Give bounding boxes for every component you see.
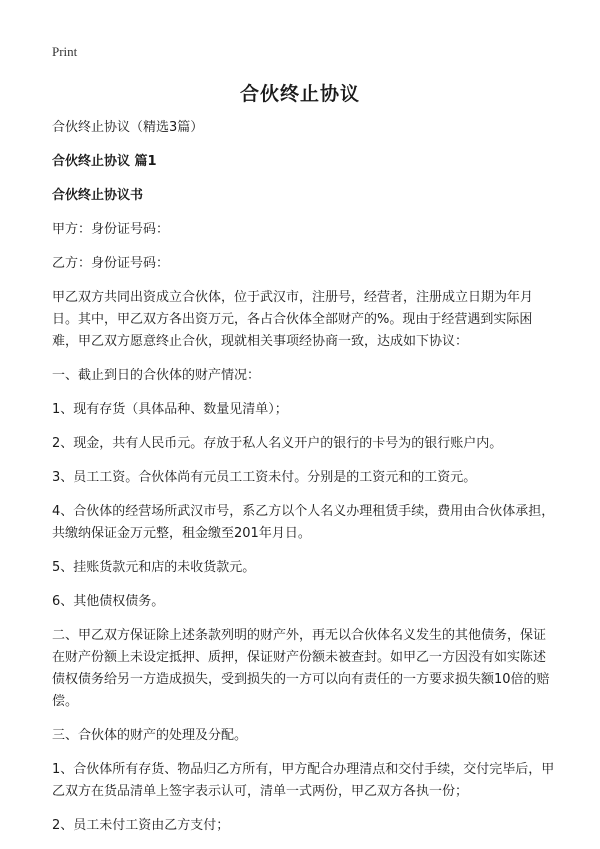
clause-item: 1、合伙体所有存货、物品归乙方所有，甲方配合办理清点和交付手续，交付完毕后，甲乙双方在货品清单上签字表示认可，清单一式两份，甲乙双方各执一份； bbox=[52, 762, 555, 799]
party-b-line: 乙方：身份证号码： bbox=[52, 256, 170, 271]
clause-item: 6、其他债权债务。 bbox=[52, 594, 165, 609]
document-title: 合伙终止协议 bbox=[239, 83, 360, 105]
clause-heading-3: 三、合伙体的财产的处理及分配。 bbox=[52, 728, 248, 743]
clause-item: 2、员工未付工资由乙方支付； bbox=[52, 818, 230, 833]
clause-heading-2: 二、甲乙双方保证除上述条款列明的财产外，再无以合伙体名义发生的其他债务，保证在财产份额上未设定抵押、质押，保证财产份额未被查封。如甲乙一方因没有如实陈述债权债务给另一方造成损失，受到损失的一方可以向有责任的一方要求损失额10倍的赔偿。 bbox=[52, 628, 550, 709]
clause-item: 2、现金，共有人民币元。存放于私人名义开户的银行的卡号为的银行账户内。 bbox=[52, 436, 503, 451]
clause-item: 4、合伙体的经营场所武汉市号，系乙方以个人名义办理租赁手续，费用由合伙体承担，共缴纳保证金万元整，租金缴至201年月日。 bbox=[52, 504, 555, 541]
clause-item: 1、现有存货（具体品种、数量见清单）； bbox=[52, 402, 288, 417]
party-a-line: 甲方：身份证号码： bbox=[52, 222, 170, 237]
section-heading: 合伙终止协议 篇1 bbox=[52, 154, 157, 169]
paragraph-intro: 甲乙双方共同出资成立合伙体，位于武汉市，注册号，经营者，注册成立日期为年月日。其中，甲乙双方各出资万元，各占合伙体全部财产的%。现由于经营遇到实际困难，甲乙双方愿意终止合伙，现就相关事项经协商一致，达成如下协议： bbox=[52, 290, 534, 349]
print-link[interactable]: Print bbox=[52, 44, 78, 59]
clause-item: 3、员工工资。合伙体尚有元员工工资未付。分别是的工资元和的工资元。 bbox=[52, 470, 477, 485]
paragraph-subtitle: 合伙终止协议（精选3篇） bbox=[52, 120, 204, 135]
clause-item: 5、挂账货款元和店的未收货款元。 bbox=[52, 560, 256, 575]
agreement-heading: 合伙终止协议书 bbox=[52, 188, 144, 203]
clause-heading-1: 一、截止到日的合伙体的财产情况： bbox=[52, 368, 261, 383]
document-body bbox=[52, 117, 557, 849]
